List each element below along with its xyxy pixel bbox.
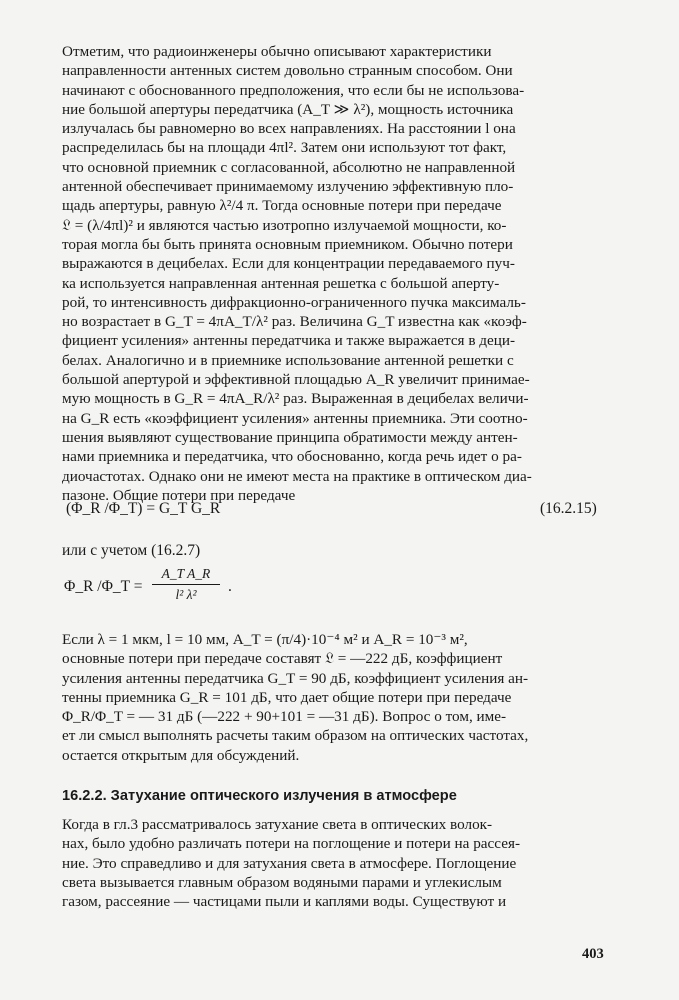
text-line: что основной приемник с согласованной, абсолютно не направленной	[62, 158, 516, 176]
fraction-bar	[152, 584, 220, 585]
page-number: 403	[582, 946, 604, 962]
text-line: рой, то интенсивность дифракционно-ограниченного пучка максималь-	[62, 293, 526, 311]
text-line: фициент усиления» антенны передатчика и также выражается в деци-	[62, 332, 516, 350]
text-line: Φ_R/Φ_T = — 31 дБ (—222 + 90+101 = —31 дБ). Вопрос о том, име-	[62, 708, 507, 726]
text-line: шения выявляют существование принципа обратимости между антен-	[62, 428, 518, 446]
text-line: Отметим, что радиоинженеры обычно описывают характеристики	[62, 43, 492, 60]
text-line: но возрастает в G_T = 4πA_T/λ² раз. Величина G_T известна как «коэф-	[62, 313, 527, 331]
text-line: начинают с обоснованного предположения, что если бы не использова-	[62, 81, 525, 99]
text-line: выражаются в децибелах. Если для концентрации передаваемого пуч-	[62, 255, 515, 273]
fraction-numerator: A_T A_R	[161, 566, 211, 581]
text-line: газом, рассеяние — частицами пыли и каплями воды. Существуют и	[62, 893, 507, 911]
text-line: мую мощность в G_R = 4πA_R/λ² раз. Выраженная в децибелах величи-	[62, 390, 529, 408]
paragraph-2	[62, 630, 610, 765]
text-line: излучалась бы равномерно во всех направлениях. На расстоянии l она	[62, 120, 516, 138]
text-line: большой апертурой и эффективной площадью A_R увеличит принимае-	[62, 371, 530, 389]
text-line: Когда в гл.3 рассматривалось затухание света в оптических волок-	[62, 816, 493, 833]
text-line: нах, было удобно различать потери на поглощение и потери на рассея-	[62, 835, 521, 853]
text-line: направленности антенных систем довольно странным способом. Они	[62, 62, 513, 80]
text-line: Если λ = 1 мкм, l = 10 мм, A_T = (π/4)·10⁻⁴ м² и A_R = 10⁻³ м²,	[62, 631, 468, 648]
text-line: распределилась бы на площади 4πl². Затем они используют тот факт,	[62, 139, 507, 157]
text-line: диочастотах. Однако они не имеют места на практике в оптическом диа-	[62, 467, 532, 485]
text-line: тенны приемника G_R = 101 дБ, что дает общие потери при передаче	[62, 688, 512, 706]
text-line: ние. Это справедливо и для затухания света в атмосфере. Поглощение	[62, 854, 517, 872]
text-line: пазоне. Общие потери при передаче	[62, 486, 296, 504]
text-line: ка используется направленная антенная решетка с большой аперту-	[62, 274, 500, 292]
paragraph-1	[62, 42, 610, 505]
text-line: нами приемника и передатчика, что обоснованно, когда речь идет о ра-	[62, 448, 522, 466]
equation-fraction	[152, 566, 220, 603]
text-line: света вызывается главным образом водяными парами и углекислым	[62, 873, 502, 891]
text-line: усиления антенны передатчика G_T = 90 дБ, коэффициент усиления ан-	[62, 669, 529, 687]
section-heading: 16.2.2. Затухание оптического излучения в атмосфере	[62, 788, 457, 804]
fraction-denominator: l² λ²	[175, 587, 197, 602]
paragraph-3	[62, 815, 610, 911]
text-line: антенной обеспечивает принимаемому излучению эффективную пло-	[62, 178, 514, 196]
equation-period: .	[228, 578, 232, 595]
equation-16-2-15: (Φ_R /Φ_T) = G_T G_R	[66, 500, 221, 517]
equation-number: (16.2.15)	[540, 500, 597, 517]
text-line: 𝔏 = (λ/4πl)² и являются частью изотропно излучаемой мощности, ко-	[62, 216, 507, 234]
text-line: остается открытым для обсуждений.	[62, 746, 300, 764]
text-line: щадь апертуры, равную λ²/4 π. Тогда основные потери при передаче	[62, 197, 502, 215]
text-line: торая могла бы быть принята основным приемником. Обычно потери	[62, 235, 513, 253]
text-line: белах. Аналогично и в приемнике использование антенной решетки с	[62, 351, 514, 369]
transition-text: или с учетом (16.2.7)	[62, 542, 201, 559]
text-line: ние большой апертуры передатчика (A_T ≫ λ²), мощность источника	[62, 100, 514, 118]
text-line: основные потери при передаче составят 𝔏 = —222 дБ, коэффициент	[62, 650, 503, 668]
text-line: ет ли смысл выполнять расчеты таким образом на оптических частотах,	[62, 727, 529, 745]
equation-lhs: Φ_R /Φ_T =	[64, 578, 143, 595]
text-line: на G_R есть «коэффициент усиления» антенны приемника. Эти соотно-	[62, 409, 528, 427]
